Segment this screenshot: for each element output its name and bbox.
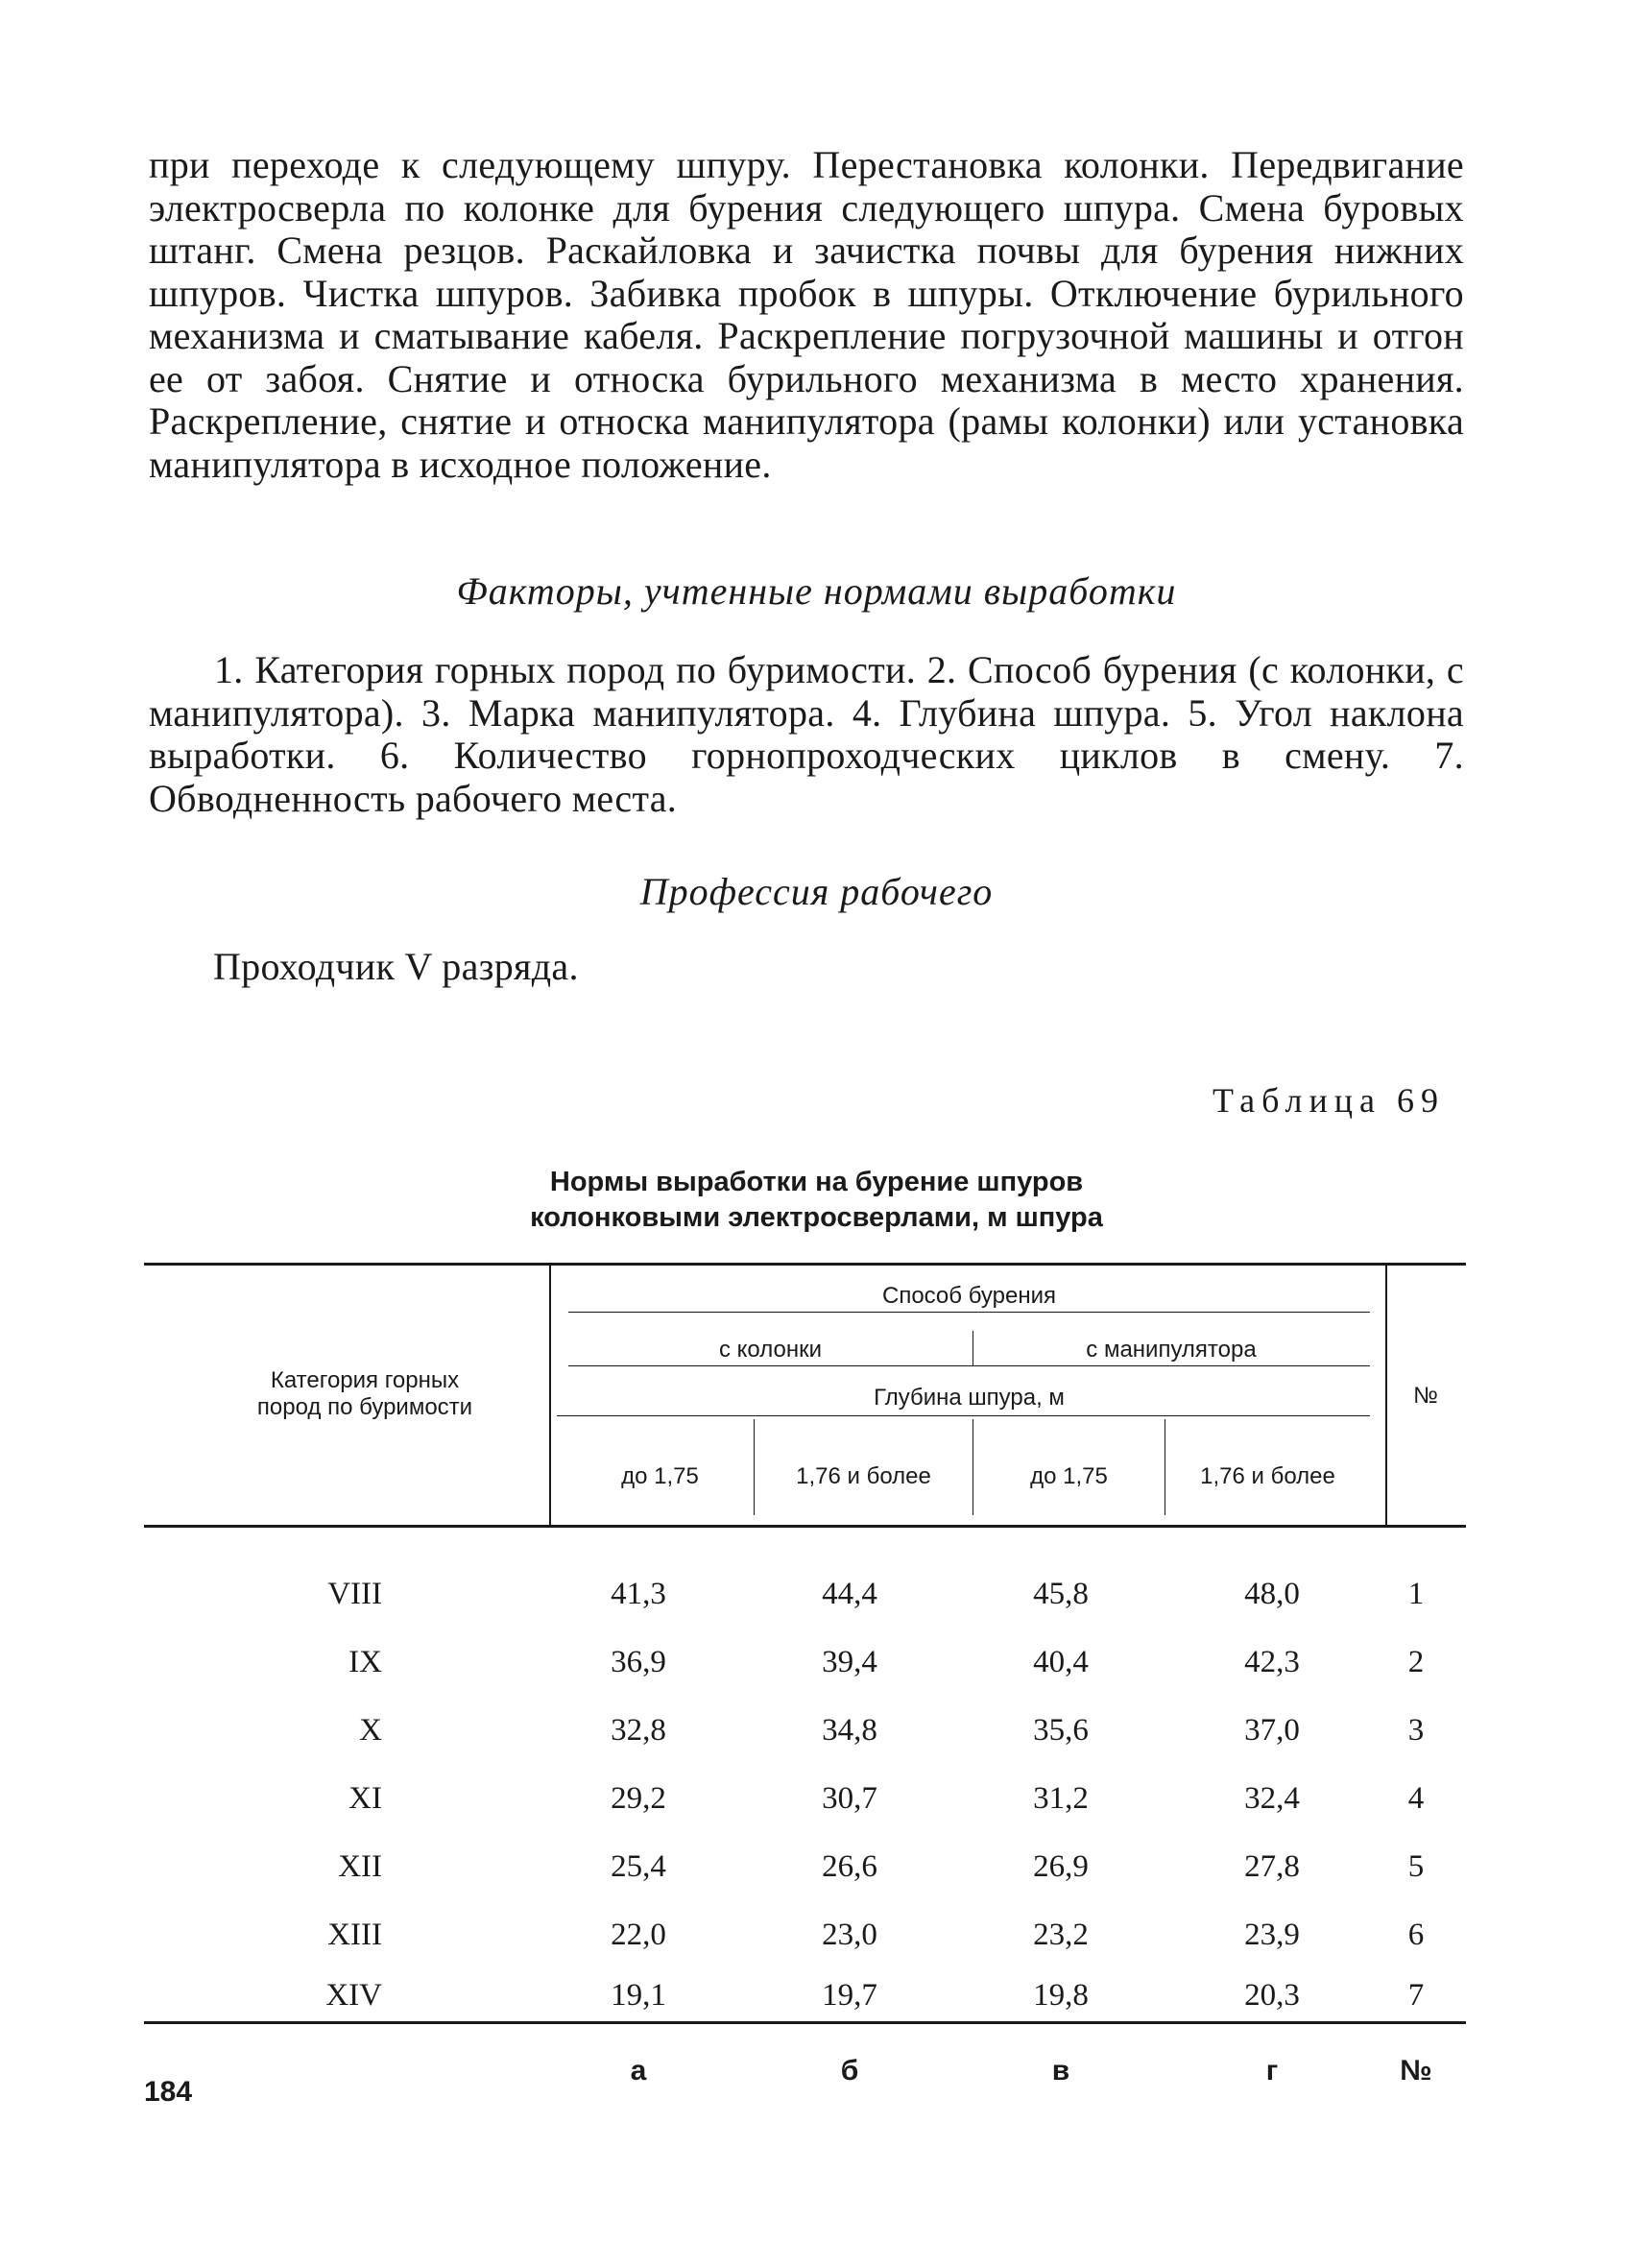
cell-num: 6	[1407, 1918, 1425, 1952]
header-depth: Глубина шпура, м	[874, 1385, 1065, 1411]
cell-c: 26,9	[1033, 1849, 1089, 1884]
table-title-line2: колонковыми электросверлами, м шпура	[530, 1202, 1103, 1233]
header-depth-c: до 1,75	[1030, 1463, 1108, 1489]
profession-heading: Профессия рабочего	[639, 870, 994, 913]
cell-a: 29,2	[611, 1781, 666, 1816]
row-category: XI	[348, 1781, 382, 1816]
footer-letter-c: в	[1051, 2055, 1070, 2087]
cell-b: 39,4	[822, 1645, 877, 1679]
cell-a: 32,8	[611, 1713, 666, 1748]
header-method: Способ бурения	[881, 1283, 1056, 1309]
table-caption: Таблица 69	[1213, 1081, 1445, 1120]
header-depth-b: 1,76 и более	[796, 1463, 931, 1489]
cell-a: 22,0	[611, 1918, 666, 1952]
cell-c: 23,2	[1033, 1918, 1089, 1952]
footer-letter-b: б	[840, 2055, 859, 2087]
cell-a: 36,9	[611, 1645, 666, 1679]
header-from-manipulator: с манипулятора	[1086, 1337, 1257, 1363]
cell-b: 23,0	[822, 1918, 877, 1952]
cell-num: 7	[1407, 1978, 1425, 2013]
cell-num: 4	[1407, 1781, 1425, 1816]
subgroup-underline	[568, 1365, 1370, 1366]
header-depth-d: 1,76 и более	[1200, 1463, 1335, 1489]
page-number: 184	[144, 2076, 193, 2108]
footer-letter-d: г	[1265, 2055, 1279, 2087]
header-category-line2: пород по буримости	[256, 1394, 473, 1420]
cell-d: 32,4	[1244, 1781, 1300, 1816]
header-from-column: с колонки	[718, 1337, 823, 1363]
cell-num: 5	[1407, 1849, 1425, 1884]
cell-d: 27,8	[1244, 1849, 1300, 1884]
row-category: VIII	[327, 1577, 382, 1611]
header-category	[182, 1367, 547, 1421]
profession-text: Проходчик V разряда.	[213, 945, 579, 988]
method-underline	[568, 1312, 1370, 1313]
cell-c: 45,8	[1033, 1577, 1089, 1611]
row-category: IX	[348, 1645, 382, 1679]
cell-c: 31,2	[1033, 1781, 1089, 1816]
table-title	[0, 1165, 1633, 1236]
row-category: XIV	[325, 1978, 382, 2013]
cell-b: 44,4	[822, 1577, 877, 1611]
cell-d: 20,3	[1244, 1978, 1300, 2013]
cell-b: 26,6	[822, 1849, 877, 1884]
intro-paragraph: при переходе к следующему шпуру. Перестановка колонки. Передвигание электросверла по колонке для бурения следующего шпура. Смена буровых штанг. Смена резцов. Раскайловка и зачистка почвы для бурения нижних шпуров. Чистка шпуров. Забивка пробок в шпуры. Отключение бурильного механизма и сматывание кабеля. Раскрепление погрузочной машины и отгон ее от забоя. Снятие и относка бурильного механизма в место хранения. Раскрепление, снятие и относка манипулятора (рамы колонки) или установка манипулятора в исходное положение.	[149, 143, 1464, 486]
table-vline-category	[549, 1266, 551, 1525]
cell-d: 48,0	[1244, 1577, 1300, 1611]
cell-d: 37,0	[1244, 1713, 1300, 1748]
header-category-line1: Категория горных	[270, 1367, 460, 1393]
row-category: XII	[338, 1849, 382, 1884]
table-bottom-rule	[144, 2021, 1466, 2024]
depth-underline	[557, 1415, 1370, 1416]
factors-paragraph: 1. Категория горных пород по буримости. 2. Способ бурения (с колонки, с манипулятора). 3. Марка манипулятора. 4. Глубина шпура. 5. Угол наклона выработки. 6. Количество горнопроходческих циклов в смену. 7. Обводненность рабочего места.	[149, 648, 1464, 820]
header-depth-a: до 1,75	[621, 1463, 699, 1489]
row-category: X	[359, 1713, 382, 1748]
cell-a: 19,1	[611, 1978, 666, 2013]
factors-heading: Факторы, учтенные нормами выработки	[456, 569, 1177, 613]
cell-a: 41,3	[611, 1577, 666, 1611]
table-header-rule	[144, 1525, 1466, 1528]
cell-b: 34,8	[822, 1713, 877, 1748]
cell-num: 1	[1407, 1577, 1425, 1611]
row-category: XIII	[327, 1918, 382, 1952]
cell-b: 30,7	[822, 1781, 877, 1816]
table-top-rule	[144, 1263, 1466, 1266]
header-number: №	[1413, 1383, 1438, 1409]
cell-d: 23,9	[1244, 1918, 1300, 1952]
cell-a: 25,4	[611, 1849, 666, 1884]
cell-c: 35,6	[1033, 1713, 1089, 1748]
table-title-line1: Нормы выработки на бурение шпуров	[549, 1167, 1084, 1197]
cell-c: 40,4	[1033, 1645, 1089, 1679]
cell-num: 2	[1407, 1645, 1425, 1679]
cell-num: 3	[1407, 1713, 1425, 1748]
cell-b: 19,7	[822, 1978, 877, 2013]
cell-c: 19,8	[1033, 1978, 1089, 2013]
footer-letter-a: а	[630, 2055, 647, 2087]
footer-letter-number: №	[1400, 2055, 1432, 2087]
cell-d: 42,3	[1244, 1645, 1300, 1679]
